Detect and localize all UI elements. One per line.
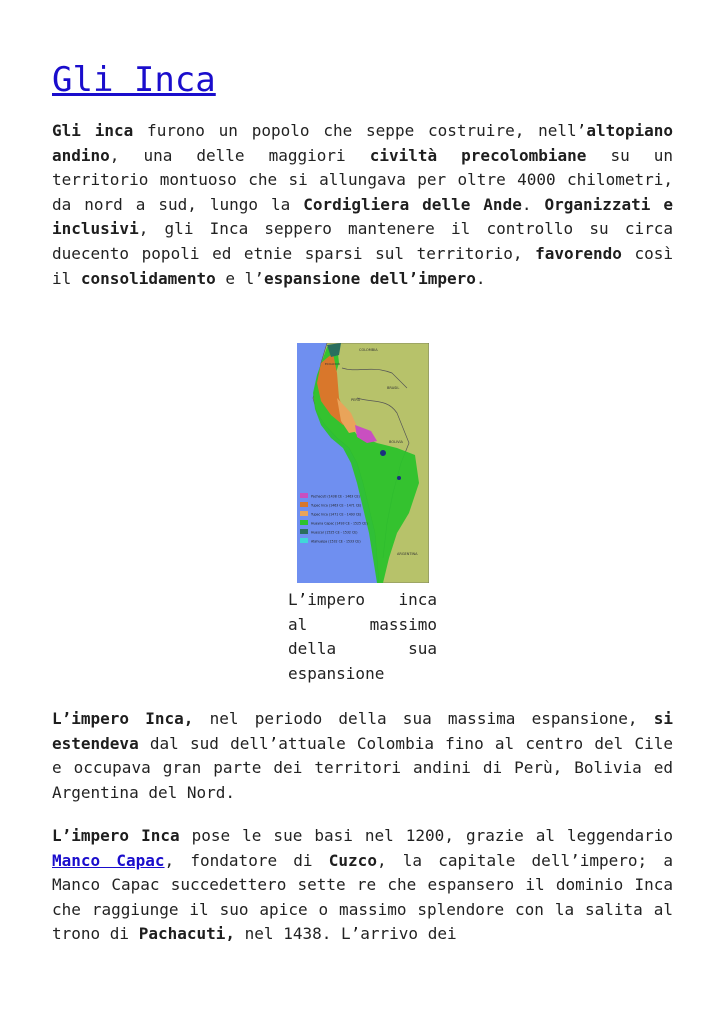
- map-label: PERÚ: [351, 398, 361, 402]
- history-paragraph: [52, 824, 673, 947]
- bold-text: favorendo: [535, 243, 622, 263]
- text: , fondatore di: [164, 850, 329, 870]
- legend-label: Tupac Inca (1463 CE - 1471 CE): [311, 503, 362, 508]
- legend-label: Pachacuti (1438 CE - 1463 CE): [311, 494, 360, 499]
- text: .: [521, 194, 545, 214]
- bold-text: Pachacuti,: [138, 924, 236, 944]
- lake-titicaca: [380, 450, 386, 456]
- lake: [397, 476, 401, 480]
- bold-text: Cordigliera delle Ande: [303, 194, 522, 214]
- legend-swatch: [300, 502, 308, 507]
- map-label: ARGENTINA: [397, 552, 418, 556]
- bold-text: Organizzati e inclusivi: [52, 194, 674, 239]
- legend-swatch: [300, 493, 308, 498]
- text: nel 1438. L’arrivo dei: [235, 924, 457, 944]
- text: dal sud dell’attuale Colombia fino al centro del Cile e occupava gran parte dei territori andini di Perù, Bolivia ed Argentina del Nord.: [52, 733, 673, 802]
- figure-caption: L’impero inca al massimo della sua espansione: [288, 590, 437, 683]
- text: , una delle maggiori: [109, 145, 370, 165]
- map-label: BRASIL: [387, 386, 400, 390]
- inca-empire-map[interactable]: [297, 343, 429, 583]
- text: .: [475, 268, 486, 288]
- manco-capac-link[interactable]: Manco Capac: [52, 850, 165, 870]
- text: , gli Inca seppero mantenere il controllo su circa duecento popoli ed etnie sparsi sul territorio,: [52, 219, 673, 263]
- legend-label: Atahualpa (1532 CE - 1533 CE): [311, 539, 361, 544]
- intro-paragraph: [52, 119, 673, 291]
- bold-text: Gli inca: [52, 121, 134, 140]
- map-label: BOLIVIA: [389, 440, 403, 444]
- bold-text: Cuzco: [328, 850, 377, 870]
- legend-label: Tupac Inca (1471 CE - 1493 CE): [311, 512, 362, 517]
- text: e l’: [215, 268, 264, 288]
- legend-label: Huayna Capac (1493 CE - 1525 CE): [311, 521, 368, 526]
- bold-text: L’impero Inca,: [52, 709, 194, 728]
- legend-label: Huascar (1525 CE - 1532 CE): [311, 530, 358, 535]
- legend-swatch: [300, 538, 308, 543]
- legend-swatch: [300, 529, 308, 534]
- bold-text: L’impero Inca: [52, 826, 180, 845]
- legend-swatch: [300, 511, 308, 516]
- bold-text: si estendeva: [52, 709, 674, 753]
- text: su un territorio montuoso che si allungava per oltre 4000 chilometri, da nord a sud, lungo la: [52, 145, 674, 214]
- text: furono un popolo che seppe costruire, nell’: [133, 121, 587, 140]
- title-link[interactable]: Gli Inca: [52, 60, 216, 100]
- map-label: ECUADOR: [325, 362, 340, 366]
- map-label: COLOMBIA: [359, 348, 378, 352]
- page-title: [52, 60, 216, 100]
- text: pose le sue basi nel 1200, grazie al leggendario: [179, 826, 673, 845]
- bold-text: espansione dell’impero: [263, 268, 476, 288]
- text: , la capitale dell’impero; a Manco Capac succedettero sette re che espansero il dominio Inca che raggiunge il suo apice o massimo splendore con la salita al trono di: [52, 850, 673, 944]
- text: così il: [52, 243, 673, 288]
- text: nel periodo della sua massima espansione,: [193, 709, 654, 728]
- bold-text: consolidamento: [80, 268, 216, 288]
- legend-swatch: [300, 520, 308, 525]
- bold-text: civiltà precolombiane: [369, 145, 587, 165]
- expansion-paragraph: [52, 707, 673, 805]
- bold-text: altopiano andino: [52, 121, 674, 165]
